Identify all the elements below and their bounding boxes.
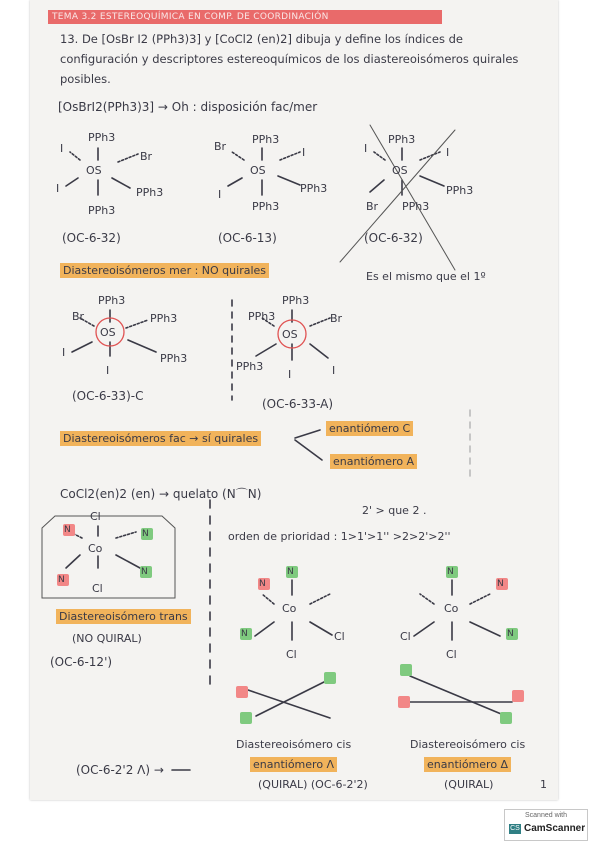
ligand-label: Br	[72, 310, 85, 323]
ligand-label: PPh3	[88, 204, 116, 217]
ligand-label: I	[106, 364, 110, 377]
ligand-label: PPh3	[150, 312, 178, 325]
trans-note: (NO QUIRAL)	[72, 632, 142, 645]
cis-banner: Diastereoisómero cis	[236, 738, 352, 751]
trans-banner: Diastereoisómero trans	[56, 610, 191, 623]
isomer-label-2: (OC-6-13)	[218, 231, 277, 245]
ligand-label: N	[447, 567, 454, 577]
cis-enantiomer-l: enantiómero Λ	[250, 758, 337, 771]
fac-banner: Diastereoisómeros fac → sí quirales	[60, 432, 261, 445]
ligand-label: PPh3	[252, 200, 280, 213]
ligand-label: Br	[140, 150, 153, 163]
ligand-label: PPh3	[248, 310, 276, 323]
cis-enantiomer-d: enantiómero Δ	[424, 758, 511, 771]
ligand-label: PPh3	[252, 133, 280, 146]
ligand-label: I	[60, 142, 64, 155]
bottom-label: (OC-6-2'2 Λ) →	[76, 763, 164, 777]
ligand-label: N	[141, 567, 148, 577]
ligand-label: Br	[214, 140, 227, 153]
exercise-line-3: posibles.	[60, 72, 111, 86]
ligand-label: I	[218, 188, 222, 201]
ligand-label: PPh3	[136, 186, 164, 199]
ligand-label: PPh3	[300, 182, 328, 195]
ligand-label: N	[287, 567, 294, 577]
ligand-label: I	[446, 146, 450, 159]
camscanner-icon: CS	[510, 825, 520, 832]
scanner-brand: CamScanner	[524, 823, 586, 834]
exercise-line-2: configuración y descriptores estereoquímicos de los diastereoisómeros quirales	[60, 52, 519, 66]
trans-label: (OC-6-12')	[50, 655, 113, 669]
ligand-label: Br	[330, 312, 343, 325]
ligand-label: Cl	[446, 648, 457, 661]
metal-label: OS	[282, 328, 298, 341]
fac-label-c: (OC-6-33)-C	[72, 389, 144, 403]
scanner-top-text: Scanned with	[524, 812, 568, 819]
mer-banner: Diastereoisómeros mer : NO quirales	[60, 264, 269, 277]
cis-note: (QUIRAL) (OC-6-2'2)	[258, 778, 368, 791]
ligand-label: N	[241, 629, 248, 639]
cis-note-right: (QUIRAL)	[444, 778, 494, 791]
page-number: 1	[540, 778, 547, 791]
isomer-label-1: (OC-6-32)	[62, 231, 121, 245]
ligand-label: PPh3	[236, 360, 264, 373]
enantiomer-a: enantiómero A	[330, 455, 417, 468]
ligand-label: Cl	[400, 630, 411, 643]
exercise-line-1: 13. De [OsBr I2 (PPh3)3] y [CoCl2 (en)2] dibuja y define los índices de	[60, 32, 463, 46]
ligand-label: I	[302, 146, 306, 159]
cis-banner-right: Diastereoisómero cis	[410, 738, 526, 751]
ligand-label: I	[364, 142, 368, 155]
page-title: TEMA 3.2 ESTEREOQUÍMICA EN COMP. DE COORDINACIÓN	[48, 10, 442, 24]
metal-label: OS	[100, 326, 116, 339]
isomer-label-3: (OC-6-32)	[364, 231, 423, 245]
metal-label: Co	[88, 542, 103, 555]
metal-label: Co	[282, 602, 297, 615]
ligand-label: N	[259, 579, 266, 589]
metal-label: OS	[86, 164, 102, 177]
ligand-label: I	[56, 182, 60, 195]
ligand-label: N	[507, 629, 514, 639]
ligand-label: PPh3	[388, 133, 416, 146]
os-formula: [OsBrI2(PPh3)3] → Oh : disposición fac/mer	[58, 100, 318, 114]
scanner-watermark	[504, 809, 588, 841]
ligand-label: N	[497, 579, 504, 589]
ligand-label: PPh3	[282, 294, 310, 307]
ligand-label: PPh3	[88, 131, 116, 144]
ligand-label: I	[332, 364, 336, 377]
ligand-label: PPh3	[160, 352, 188, 365]
ligand-label: I	[62, 346, 66, 359]
ligand-label: PPh3	[402, 200, 430, 213]
ligand-label: PPh3	[98, 294, 126, 307]
ligand-label: Cl	[334, 630, 345, 643]
same-note: Es el mismo que el 1º	[366, 270, 486, 283]
ligand-label: Br	[366, 200, 379, 213]
ligand-label: PPh3	[446, 184, 474, 197]
ligand-label: N	[64, 525, 71, 535]
metal-label: Co	[444, 602, 459, 615]
ligand-label: Cl	[286, 648, 297, 661]
metal-label: OS	[392, 164, 408, 177]
ligand-label: I	[288, 368, 292, 381]
enantiomer-c: enantiómero C	[326, 422, 413, 435]
ligand-label: Cl	[90, 510, 101, 523]
priority-order: orden de prioridad : 1>1'>1'' >2>2'>2''	[228, 530, 451, 543]
ligand-label: N	[142, 529, 149, 539]
co-formula: CoCl2(en)2 (en) → quelato (N⌒N)	[60, 487, 262, 501]
priority-top: 2' > que 2 .	[362, 504, 427, 517]
metal-label: OS	[250, 164, 266, 177]
ligand-label: N	[58, 575, 65, 585]
fac-label-a: (OC-6-33-A)	[262, 397, 334, 411]
ligand-label: Cl	[92, 582, 103, 595]
